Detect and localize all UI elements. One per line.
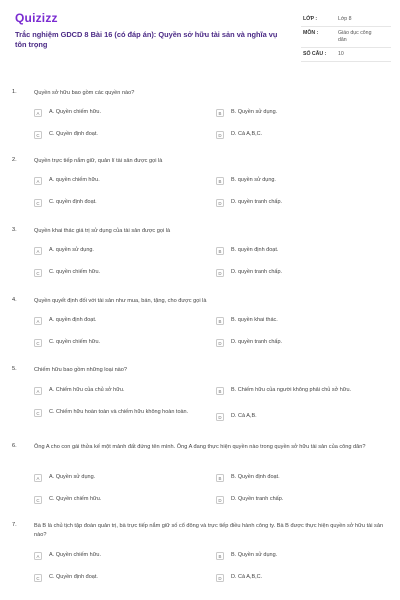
question-number: 5. bbox=[12, 366, 17, 372]
question-number: 1. bbox=[12, 89, 17, 95]
option-text: C. Quyền chiếm hữu. bbox=[49, 496, 102, 503]
option-d[interactable] bbox=[216, 496, 283, 504]
option-c[interactable] bbox=[34, 199, 97, 207]
option-text: A. Quyền chiếm hữu. bbox=[49, 552, 101, 559]
option-letter-box: D bbox=[216, 496, 224, 504]
option-text: C. Quyền định đoạt. bbox=[49, 131, 98, 138]
option-a[interactable] bbox=[34, 247, 94, 255]
option-a[interactable] bbox=[34, 317, 96, 325]
option-text: D. Cả A,B,C. bbox=[231, 131, 263, 138]
option-text: A. Chiếm hữu của chủ sở hữu. bbox=[49, 387, 125, 394]
option-d[interactable] bbox=[216, 339, 282, 347]
option-letter-box: C bbox=[34, 409, 42, 417]
option-letter-box: C bbox=[34, 199, 42, 207]
option-text: B. Quyền sử dụng. bbox=[231, 552, 278, 559]
option-text: A. Quyền sử dụng. bbox=[49, 474, 96, 481]
question-text: Quyền khai thác giá trị sử dụng của tài sản được gọi là bbox=[34, 228, 171, 234]
option-text: B. quyền khai thác. bbox=[231, 317, 278, 324]
option-a[interactable] bbox=[34, 109, 101, 117]
option-letter-box: B bbox=[216, 177, 224, 185]
option-d[interactable] bbox=[216, 574, 262, 582]
meta-key: SỐ CÂU : bbox=[303, 51, 327, 58]
option-d[interactable] bbox=[216, 199, 282, 207]
meta-key: MÔN : bbox=[303, 30, 319, 37]
option-letter-box: C bbox=[34, 131, 42, 139]
option-text: C. quyền chiếm hữu. bbox=[49, 269, 101, 276]
option-letter-box: D bbox=[216, 131, 224, 139]
meta-value: 10 bbox=[338, 51, 344, 58]
option-text: B. Quyền định đoạt. bbox=[231, 474, 280, 481]
option-b[interactable] bbox=[216, 552, 277, 560]
option-letter-box: C bbox=[34, 339, 42, 347]
question-number: 7. bbox=[12, 522, 17, 528]
option-letter-box: B bbox=[216, 552, 224, 560]
option-a[interactable] bbox=[34, 474, 95, 482]
option-c[interactable] bbox=[34, 496, 101, 504]
option-c[interactable] bbox=[34, 339, 100, 347]
option-b[interactable] bbox=[216, 177, 276, 185]
option-d[interactable] bbox=[216, 131, 262, 139]
option-text: D. quyền tranh chấp. bbox=[231, 269, 283, 276]
option-text: C. quyền định đoạt. bbox=[49, 199, 97, 206]
option-text: A. quyền định đoạt. bbox=[49, 317, 97, 324]
option-a[interactable] bbox=[34, 177, 100, 185]
option-letter-box: D bbox=[216, 574, 224, 582]
option-letter-box: A bbox=[34, 317, 42, 325]
question-text: Quyền quyết định đối với tài sản như mua, bán, tặng, cho được gọi là bbox=[34, 298, 207, 304]
option-b[interactable] bbox=[216, 109, 277, 117]
question-text: Bà B là chủ tịch tập đoàn quản trị, bà trực tiếp nắm giữ số cổ đông và trực tiếp điều hành công ty. Bà B được thực hiện quyền sở hữu tài sản nào? bbox=[34, 523, 384, 538]
option-b[interactable] bbox=[216, 474, 280, 482]
question-number: 2. bbox=[12, 157, 17, 163]
meta-key: LỚP : bbox=[303, 16, 318, 22]
option-text: D. Cả A,B,C. bbox=[231, 574, 263, 581]
worksheet-title: Trắc nghiệm GDCD 8 Bài 16 (có đáp án): Quyền sở hữu tài sản và nghĩa vụ tôn trọng bbox=[15, 30, 278, 49]
meta-panel bbox=[301, 13, 391, 62]
question-number: 4. bbox=[12, 297, 17, 303]
meta-value: Giáo dục công dân bbox=[338, 30, 372, 44]
question-text: Ông A cho con gái thửa kế một mảnh đất đứng tên mình. Ông A đang thực hiện quyền nào trong quyền sở hữu tài sản của công dân? bbox=[34, 444, 366, 450]
option-text: C. Chiếm hữu hoàn toàn và chiếm hữu không hoàn toàn. bbox=[49, 409, 189, 416]
question-number: 3. bbox=[12, 227, 17, 233]
option-c[interactable] bbox=[34, 574, 98, 582]
option-text: D. Quyền tranh chấp. bbox=[231, 496, 284, 503]
option-letter-box: B bbox=[216, 474, 224, 482]
option-letter-box: A bbox=[34, 109, 42, 117]
option-letter-box: B bbox=[216, 387, 224, 395]
option-letter-box: D bbox=[216, 199, 224, 207]
question-number: 6. bbox=[12, 443, 17, 449]
option-letter-box: B bbox=[216, 109, 224, 117]
option-letter-box: D bbox=[216, 339, 224, 347]
option-c[interactable] bbox=[34, 131, 98, 139]
quizizz-logo: Quizizz bbox=[15, 11, 58, 25]
option-text: A. quyền sử dụng. bbox=[49, 247, 94, 254]
option-letter-box: A bbox=[34, 474, 42, 482]
option-text: A. quyền chiếm hữu. bbox=[49, 177, 100, 184]
option-text: D. quyền tranh chấp. bbox=[231, 339, 283, 346]
option-d[interactable] bbox=[216, 269, 282, 277]
option-text: B. Quyền sử dụng. bbox=[231, 109, 278, 116]
option-b[interactable] bbox=[216, 387, 351, 395]
option-letter-box: C bbox=[34, 574, 42, 582]
option-a[interactable] bbox=[34, 387, 124, 395]
option-letter-box: D bbox=[216, 413, 224, 421]
option-letter-box: B bbox=[216, 247, 224, 255]
meta-row-class bbox=[301, 13, 391, 27]
option-b[interactable] bbox=[216, 247, 278, 255]
option-text: C. Quyền định đoạt. bbox=[49, 574, 98, 581]
option-b[interactable] bbox=[216, 317, 278, 325]
option-letter-box: A bbox=[34, 552, 42, 560]
option-text: D. quyền tranh chấp. bbox=[231, 199, 283, 206]
option-text: A. Quyền chiếm hữu. bbox=[49, 109, 101, 116]
option-a[interactable] bbox=[34, 552, 101, 560]
option-c[interactable] bbox=[34, 409, 199, 417]
meta-row-count bbox=[301, 48, 391, 62]
option-letter-box: D bbox=[216, 269, 224, 277]
option-letter-box: C bbox=[34, 496, 42, 504]
option-text: B. quyền định đoạt. bbox=[231, 247, 279, 254]
question-text: Quyền trực tiếp nắm giữ, quản lí tài sản được gọi là bbox=[34, 158, 163, 164]
option-text: C. quyền chiếm hữu. bbox=[49, 339, 101, 346]
option-text: B. quyền sử dụng. bbox=[231, 177, 276, 184]
option-c[interactable] bbox=[34, 269, 100, 277]
option-d[interactable] bbox=[216, 413, 257, 421]
option-text: D. Cả A,B. bbox=[231, 413, 257, 420]
option-letter-box: A bbox=[34, 247, 42, 255]
option-letter-box: B bbox=[216, 317, 224, 325]
option-letter-box: C bbox=[34, 269, 42, 277]
meta-row-subject bbox=[301, 27, 391, 48]
question-text: Quyền sở hữu bao gồm các quyền nào? bbox=[34, 90, 135, 96]
worksheet-header bbox=[0, 0, 400, 80]
option-letter-box: A bbox=[34, 387, 42, 395]
option-letter-box: A bbox=[34, 177, 42, 185]
question-text: Chiếm hữu bao gồm những loại nào? bbox=[34, 367, 128, 373]
option-text: B. Chiếm hữu của người không phải chủ sở hữu. bbox=[231, 387, 352, 394]
meta-value: Lớp 8 bbox=[338, 16, 352, 22]
